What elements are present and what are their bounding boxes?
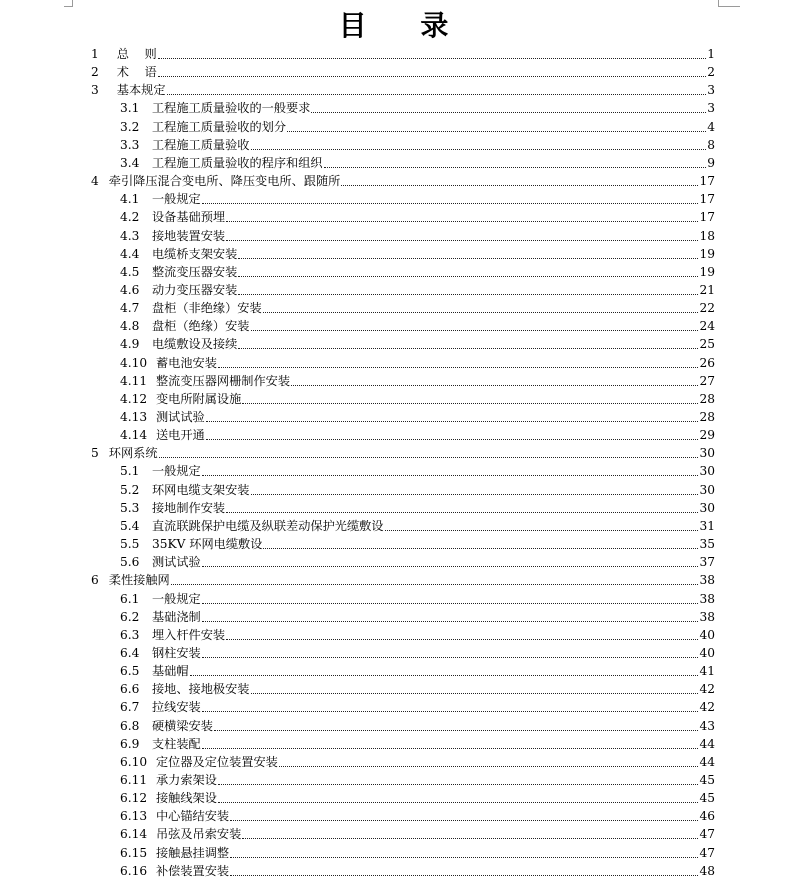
toc-entry-number: 6.12 bbox=[120, 791, 148, 806]
toc-entry-title: 工程施工质量验收的程序和组织 bbox=[152, 155, 323, 170]
toc-entry-number: 5.3 bbox=[120, 500, 140, 515]
dot-leader bbox=[385, 529, 699, 531]
dot-leader bbox=[202, 602, 699, 604]
dot-leader bbox=[238, 347, 698, 349]
toc-entry-page: 28 bbox=[699, 410, 715, 424]
toc-entry-title: 整流变压器网栅制作安装 bbox=[156, 373, 291, 388]
toc-entry[interactable] bbox=[91, 171, 715, 189]
dot-leader bbox=[202, 202, 699, 204]
dot-leader bbox=[251, 148, 707, 150]
toc-entry[interactable] bbox=[91, 498, 715, 516]
toc-entry-page: 44 bbox=[699, 736, 715, 751]
toc-entry-page: 18 bbox=[699, 228, 715, 243]
toc-entry-title: 盘柜（绝缘）安装 bbox=[152, 319, 250, 334]
toc-entry-title: 环网系统 bbox=[108, 446, 158, 461]
toc-entry-number: 6.3 bbox=[120, 627, 140, 642]
toc-entry-title: 环网电缆支架安装 bbox=[152, 482, 250, 497]
toc-entry[interactable] bbox=[91, 607, 715, 625]
toc-entry[interactable] bbox=[91, 98, 715, 116]
toc-entry[interactable] bbox=[91, 135, 715, 153]
dot-leader bbox=[242, 402, 698, 404]
toc-entry[interactable] bbox=[91, 643, 715, 661]
toc-entry[interactable] bbox=[91, 334, 715, 352]
toc-entry[interactable] bbox=[91, 280, 715, 298]
dot-leader bbox=[251, 493, 699, 495]
toc-entry-page: 38 bbox=[699, 609, 715, 624]
toc-entry-page: 37 bbox=[699, 555, 715, 570]
toc-entry-number: 4.13 bbox=[120, 410, 148, 424]
toc-entry-title: 电缆敷设及接续 bbox=[152, 337, 238, 352]
toc-entry[interactable] bbox=[91, 843, 715, 861]
toc-entry[interactable] bbox=[91, 589, 715, 607]
toc-entry-title: 承力索架设 bbox=[156, 773, 217, 787]
toc-entry-page: 30 bbox=[699, 464, 715, 479]
toc-entry-number: 6 bbox=[91, 573, 99, 588]
dot-leader bbox=[202, 565, 699, 567]
toc-entry[interactable] bbox=[91, 262, 715, 280]
toc-entry[interactable] bbox=[91, 806, 715, 824]
dot-leader bbox=[218, 801, 699, 803]
dot-leader bbox=[287, 130, 706, 132]
toc-entry-title: 拉线安装 bbox=[152, 700, 201, 715]
toc-entry-page: 28 bbox=[699, 391, 715, 406]
toc-entry-page: 30 bbox=[699, 482, 715, 497]
toc-entry-page: 43 bbox=[699, 718, 715, 733]
toc-entry-page: 8 bbox=[707, 137, 715, 152]
toc-entry[interactable] bbox=[91, 298, 715, 316]
toc-entry-page: 38 bbox=[699, 573, 715, 588]
dot-leader bbox=[291, 384, 698, 386]
toc-entry-title: 一般规定 bbox=[152, 192, 201, 207]
dot-leader bbox=[226, 220, 698, 222]
toc-entry-page: 1 bbox=[707, 47, 715, 61]
toc-entry[interactable] bbox=[91, 716, 715, 734]
toc-entry[interactable] bbox=[91, 461, 715, 479]
toc-entry-page: 42 bbox=[699, 700, 715, 715]
dot-leader bbox=[242, 837, 698, 839]
page-title: 目 录 bbox=[338, 9, 471, 42]
dot-leader bbox=[251, 692, 699, 694]
toc-entry-title: 接地装置安装 bbox=[152, 228, 226, 243]
toc-entry[interactable] bbox=[91, 824, 715, 842]
toc-entry-page: 40 bbox=[699, 645, 715, 660]
dot-leader bbox=[341, 184, 698, 186]
dot-leader bbox=[226, 239, 698, 241]
toc-entry-page: 27 bbox=[699, 373, 715, 388]
toc-entry-page: 44 bbox=[699, 754, 715, 769]
toc-entry-title: 动力变压器安装 bbox=[152, 282, 238, 297]
toc-entry-page: 48 bbox=[699, 863, 715, 878]
toc-entry-title: 设备基础预埋 bbox=[152, 210, 226, 225]
toc-entry-page: 26 bbox=[699, 355, 715, 370]
dot-leader bbox=[230, 856, 698, 858]
toc-entry-page: 17 bbox=[699, 192, 715, 207]
toc-entry-page: 45 bbox=[699, 773, 715, 787]
dot-leader bbox=[218, 366, 699, 368]
toc-entry-number: 6.4 bbox=[120, 645, 140, 660]
toc-entry-number: 5 bbox=[91, 446, 99, 461]
dot-leader bbox=[279, 765, 699, 767]
toc-entry-number: 3.1 bbox=[120, 101, 140, 116]
dot-leader bbox=[324, 166, 707, 168]
toc-entry-title: 中心锚结安装 bbox=[156, 809, 230, 824]
toc-entry[interactable] bbox=[91, 570, 715, 588]
toc-entry-number: 6.2 bbox=[120, 609, 140, 624]
toc-entry-page: 4 bbox=[707, 119, 715, 134]
toc-entry-number: 6.7 bbox=[120, 700, 140, 715]
toc-entry-page: 31 bbox=[699, 518, 715, 533]
toc-entry-title: 补偿装置安装 bbox=[156, 863, 230, 878]
toc-entry[interactable] bbox=[91, 207, 715, 225]
toc-entry-page: 19 bbox=[699, 264, 715, 279]
toc-entry-title: 基础浇制 bbox=[152, 609, 201, 624]
dot-leader bbox=[202, 747, 699, 749]
dot-leader bbox=[167, 93, 707, 95]
toc-entry-page: 42 bbox=[699, 682, 715, 697]
toc-entry-page: 35 bbox=[699, 537, 715, 552]
toc-entry[interactable] bbox=[91, 44, 715, 62]
toc-entry-page: 45 bbox=[699, 791, 715, 806]
toc-entry[interactable] bbox=[91, 353, 715, 371]
toc-entry-page: 17 bbox=[699, 210, 715, 225]
toc-entry-page: 22 bbox=[699, 301, 715, 316]
toc-entry-number: 4.10 bbox=[120, 355, 148, 370]
toc-entry[interactable] bbox=[91, 407, 715, 425]
toc-entry-title: 总 则 bbox=[116, 47, 157, 61]
toc-entry-number: 6.13 bbox=[120, 809, 148, 824]
dot-leader bbox=[202, 656, 699, 658]
toc-entry-number: 4.4 bbox=[120, 246, 140, 261]
toc-entry[interactable] bbox=[91, 371, 715, 389]
toc-entry-number: 6.15 bbox=[120, 845, 148, 860]
toc-entry[interactable] bbox=[91, 770, 715, 788]
toc-entry-title: 测试试验 bbox=[152, 555, 201, 570]
toc-entry-page: 3 bbox=[707, 101, 715, 116]
toc-entry-title: 基础帽 bbox=[152, 664, 189, 679]
toc-entry-number: 4.9 bbox=[120, 337, 140, 352]
dot-leader bbox=[251, 329, 699, 331]
dot-leader bbox=[226, 511, 698, 513]
toc-entry[interactable] bbox=[91, 480, 715, 498]
toc-entry[interactable] bbox=[91, 734, 715, 752]
toc-entry-title: 送电开通 bbox=[156, 428, 205, 443]
toc-entry[interactable] bbox=[91, 679, 715, 697]
dot-leader bbox=[230, 874, 698, 876]
toc-entry[interactable] bbox=[91, 861, 715, 879]
toc-entry-number: 6.1 bbox=[120, 591, 140, 606]
toc-entry-title: 牵引降压混合变电所、降压变电所、跟随所 bbox=[108, 174, 341, 189]
dot-leader bbox=[311, 111, 706, 113]
toc-entry[interactable] bbox=[91, 389, 715, 407]
toc-entry-title: 测试试验 bbox=[156, 410, 205, 424]
toc-entry-title: 柔性接触网 bbox=[108, 573, 170, 588]
toc-entry-number: 4.5 bbox=[120, 264, 140, 279]
toc-entry-title: 工程施工质量验收的一般要求 bbox=[152, 101, 311, 116]
toc-entry-number: 6.9 bbox=[120, 736, 140, 751]
toc-entry-number: 3.4 bbox=[120, 155, 140, 170]
toc-entry-title: 直流联跳保护电缆及纵联差动保护光缆敷设 bbox=[152, 518, 384, 533]
toc-entry-number: 4.3 bbox=[120, 228, 140, 243]
dot-leader bbox=[214, 729, 699, 731]
toc-entry-title: 变电所附属设施 bbox=[156, 391, 242, 406]
toc-entry-page: 3 bbox=[707, 83, 715, 98]
dot-leader bbox=[171, 583, 699, 585]
toc-entry-page: 2 bbox=[707, 65, 715, 80]
toc-entry[interactable] bbox=[91, 516, 715, 534]
toc-entry-page: 40 bbox=[699, 627, 715, 642]
dot-leader bbox=[158, 75, 707, 77]
toc-entry-number: 5.1 bbox=[120, 464, 140, 479]
toc-entry-number: 4.2 bbox=[120, 210, 140, 225]
toc-entry-number: 4.12 bbox=[120, 391, 148, 406]
toc-entry[interactable] bbox=[91, 661, 715, 679]
toc-entry-number: 4.1 bbox=[120, 192, 140, 207]
toc-entry[interactable] bbox=[91, 534, 715, 552]
dot-leader bbox=[202, 620, 699, 622]
dot-leader bbox=[238, 257, 698, 259]
toc-entry[interactable] bbox=[91, 189, 715, 207]
dot-leader bbox=[226, 638, 698, 640]
toc-entry-page: 46 bbox=[699, 809, 715, 824]
toc-entry-page: 30 bbox=[699, 500, 715, 515]
toc-entry-number: 6.14 bbox=[120, 827, 148, 842]
dot-leader bbox=[218, 783, 699, 785]
toc-entry-title: 术 语 bbox=[116, 65, 157, 80]
toc-entry-number: 3.3 bbox=[120, 137, 140, 152]
toc-entry-title: 接地制作安装 bbox=[152, 500, 226, 515]
toc-entry-page: 41 bbox=[699, 664, 715, 679]
toc-entry-page: 21 bbox=[699, 282, 715, 297]
toc-entry-number: 5.2 bbox=[120, 482, 140, 497]
dot-leader bbox=[263, 547, 698, 549]
toc-entry-number: 4 bbox=[91, 174, 99, 189]
toc-entry-number: 5.5 bbox=[120, 537, 140, 552]
toc-entry-title: 钢柱安装 bbox=[152, 645, 201, 660]
toc-entry-number: 6.8 bbox=[120, 718, 140, 733]
toc-entry[interactable] bbox=[91, 788, 715, 806]
toc-entry-page: 19 bbox=[699, 246, 715, 261]
toc-entry-number: 5.6 bbox=[120, 555, 140, 570]
dot-leader bbox=[263, 311, 699, 313]
toc-entry-title: 蓄电池安装 bbox=[156, 355, 217, 370]
dot-leader bbox=[190, 674, 699, 676]
toc-entry-page: 47 bbox=[699, 845, 715, 860]
toc-entry-number: 2 bbox=[91, 65, 99, 80]
dot-leader bbox=[238, 293, 698, 295]
toc-entry-title: 一般规定 bbox=[152, 591, 201, 606]
dot-leader bbox=[159, 456, 699, 458]
toc-entry-number: 6.16 bbox=[120, 863, 148, 878]
dot-leader bbox=[230, 819, 698, 821]
toc-entry-number: 6.5 bbox=[120, 664, 140, 679]
toc-entry-title: 硬横梁安装 bbox=[152, 718, 213, 733]
toc-entry[interactable] bbox=[91, 443, 715, 461]
toc-entry[interactable] bbox=[91, 153, 715, 171]
toc-entry[interactable] bbox=[91, 244, 715, 262]
toc-entry-title: 接触悬挂调整 bbox=[156, 845, 230, 860]
toc-entry-title: 工程施工质量验收的划分 bbox=[152, 119, 287, 134]
toc-entry-title: 整流变压器安装 bbox=[152, 264, 238, 279]
toc-entry[interactable] bbox=[91, 552, 715, 570]
toc-entry-page: 47 bbox=[699, 827, 715, 842]
toc-entry-number: 4.14 bbox=[120, 428, 148, 443]
toc-entry-page: 9 bbox=[707, 155, 715, 170]
toc-entry-page: 17 bbox=[699, 174, 715, 189]
toc-entry[interactable] bbox=[91, 625, 715, 643]
toc-entry-number: 6.11 bbox=[120, 773, 148, 787]
dot-leader bbox=[158, 57, 707, 59]
dot-leader bbox=[206, 438, 699, 440]
toc-entry-title: 基本规定 bbox=[116, 83, 166, 98]
toc-entry[interactable] bbox=[91, 752, 715, 770]
toc-entry[interactable] bbox=[91, 226, 715, 244]
toc-entry-title: 吊弦及吊索安装 bbox=[156, 827, 242, 842]
toc-entry-number: 6.6 bbox=[120, 682, 140, 697]
toc-entry-number: 5.4 bbox=[120, 518, 140, 533]
toc-entry-title: 接触线架设 bbox=[156, 791, 217, 806]
toc-entry-number: 4.7 bbox=[120, 301, 140, 316]
toc-entry-title: 盘柜（非绝缘）安装 bbox=[152, 301, 262, 316]
dot-leader bbox=[202, 710, 699, 712]
dot-leader bbox=[206, 420, 699, 422]
toc-entry-number: 3 bbox=[91, 83, 99, 98]
toc-entry-title: 接地、接地极安装 bbox=[152, 682, 250, 697]
toc-entry[interactable] bbox=[91, 316, 715, 334]
toc-entry-title: 35KV 环网电缆敷设 bbox=[152, 537, 263, 552]
toc-entry-page: 25 bbox=[699, 337, 715, 352]
toc-entry[interactable] bbox=[91, 80, 715, 98]
toc-entry-number: 4.6 bbox=[120, 282, 140, 297]
toc-entry-title: 电缆桥支架安装 bbox=[152, 246, 238, 261]
toc-entry-page: 30 bbox=[699, 446, 715, 461]
toc-entry-page: 29 bbox=[699, 428, 715, 443]
dot-leader bbox=[202, 474, 699, 476]
toc-entry-title: 定位器及定位装置安装 bbox=[156, 754, 278, 769]
toc-entry-title: 支柱装配 bbox=[152, 736, 201, 751]
toc-entry[interactable] bbox=[91, 117, 715, 135]
dot-leader bbox=[238, 275, 698, 277]
toc-entry[interactable] bbox=[91, 697, 715, 715]
toc-entry-title: 工程施工质量验收 bbox=[152, 137, 250, 152]
toc-entry-number: 1 bbox=[91, 47, 99, 61]
toc-entry-page: 24 bbox=[699, 319, 715, 334]
toc-entry-title: 一般规定 bbox=[152, 464, 201, 479]
toc-entry-number: 4.11 bbox=[120, 373, 148, 388]
toc-entry-page: 38 bbox=[699, 591, 715, 606]
toc-entry[interactable] bbox=[91, 425, 715, 443]
toc-entry-number: 6.10 bbox=[120, 754, 148, 769]
toc-entry-number: 3.2 bbox=[120, 119, 140, 134]
toc-entry-title: 埋入杆件安装 bbox=[152, 627, 226, 642]
toc-entry-number: 4.8 bbox=[120, 319, 140, 334]
toc-entry[interactable] bbox=[91, 62, 715, 80]
